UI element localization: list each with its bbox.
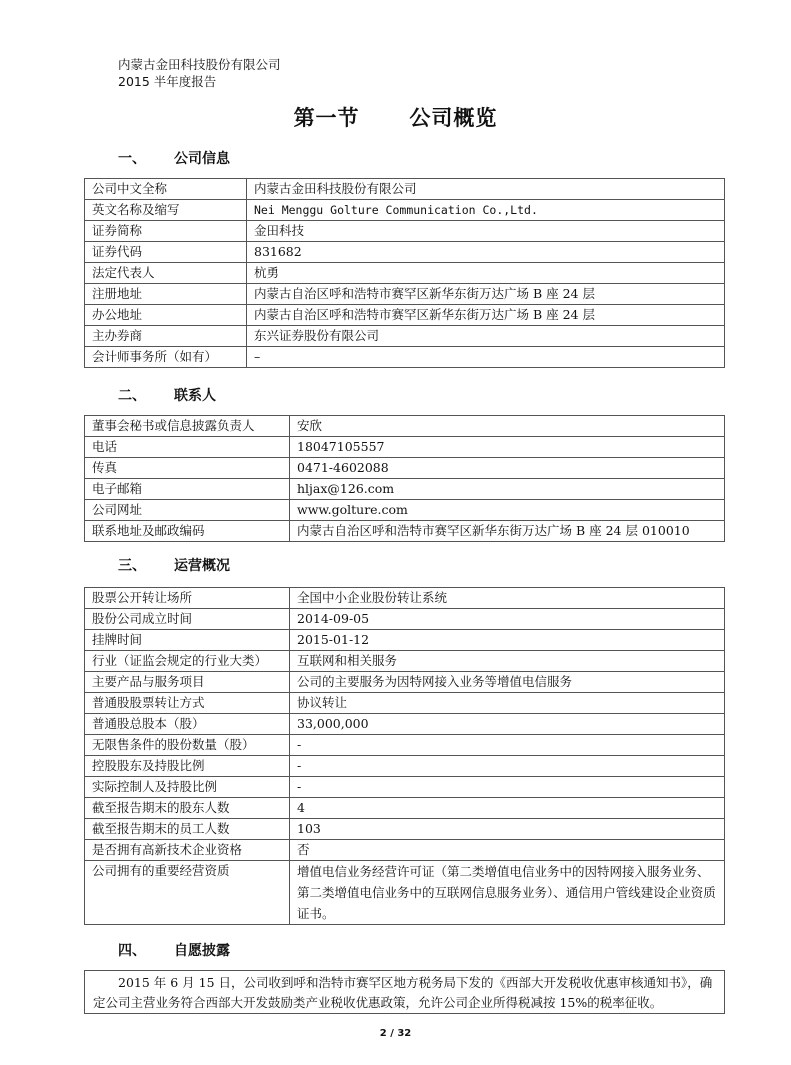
header-company-name: 内蒙古金田科技股份有限公司 — [118, 57, 281, 72]
row-value: Nei Menggu Golture Communication Co.,Ltd. — [247, 200, 725, 221]
row-value: 103 — [290, 819, 725, 840]
row-label: 股票公开转让场所 — [85, 588, 290, 609]
row-label: 实际控制人及持股比例 — [85, 777, 290, 798]
table-row — [85, 735, 725, 756]
section-heading-operations — [118, 557, 230, 575]
company-info-table — [84, 178, 725, 368]
table-row — [85, 798, 725, 819]
row-label: 股份公司成立时间 — [85, 609, 290, 630]
table-row — [85, 861, 725, 925]
table-row — [85, 326, 725, 347]
row-value: 东兴证券股份有限公司 — [247, 326, 725, 347]
row-value: 互联网和相关服务 — [290, 651, 725, 672]
table-row — [85, 179, 725, 200]
row-label: 普通股股票转让方式 — [85, 693, 290, 714]
row-label: 传真 — [85, 458, 290, 479]
row-value: 内蒙古金田科技股份有限公司 — [247, 179, 725, 200]
section-heading-contact — [118, 387, 216, 405]
document-header — [118, 56, 281, 90]
table-row — [85, 200, 725, 221]
table-row — [85, 458, 725, 479]
table-row — [85, 263, 725, 284]
row-value: 协议转让 — [290, 693, 725, 714]
row-label: 主办券商 — [85, 326, 247, 347]
row-label: 办公地址 — [85, 305, 247, 326]
row-label: 英文名称及缩写 — [85, 200, 247, 221]
row-label: 普通股总股本（股） — [85, 714, 290, 735]
header-report-title: 2015 半年度报告 — [118, 74, 217, 89]
row-value: 安欣 — [290, 416, 725, 437]
row-label: 控股股东及持股比例 — [85, 756, 290, 777]
row-value: – — [247, 347, 725, 368]
row-value: 0471-4602088 — [290, 458, 725, 479]
table-row — [85, 479, 725, 500]
row-value: 2015-01-12 — [290, 630, 725, 651]
row-value: 杭勇 — [247, 263, 725, 284]
row-label: 主要产品与服务项目 — [85, 672, 290, 693]
row-value: 金田科技 — [247, 221, 725, 242]
row-label: 是否拥有高新技术企业资格 — [85, 840, 290, 861]
row-value: - — [290, 777, 725, 798]
row-label: 公司拥有的重要经营资质 — [85, 861, 290, 925]
page-number: 2 / 32 — [379, 1028, 412, 1039]
row-label: 截至报告期末的股东人数 — [85, 798, 290, 819]
row-label: 会计师事务所（如有） — [85, 347, 247, 368]
row-value: - — [290, 756, 725, 777]
table-row — [85, 242, 725, 263]
row-label: 电子邮箱 — [85, 479, 290, 500]
website-value: www.golture.com — [290, 500, 725, 521]
section-number: 三、 — [118, 558, 146, 574]
table-row — [85, 630, 725, 651]
row-label: 挂牌时间 — [85, 630, 290, 651]
row-label: 电话 — [85, 437, 290, 458]
page-title: 第一节 公司概览 — [293, 106, 498, 130]
table-row — [85, 609, 725, 630]
table-row — [85, 284, 725, 305]
row-label: 公司中文全称 — [85, 179, 247, 200]
table-row — [85, 500, 725, 521]
operations-table — [84, 587, 725, 925]
table-row — [85, 416, 725, 437]
row-value: 18047105557 — [290, 437, 725, 458]
section-heading-disclosure — [118, 942, 230, 960]
row-value: 4 — [290, 798, 725, 819]
row-label: 注册地址 — [85, 284, 247, 305]
row-label: 证券代码 — [85, 242, 247, 263]
table-row — [85, 756, 725, 777]
section-number: 二、 — [118, 388, 146, 404]
row-label: 无限售条件的股份数量（股） — [85, 735, 290, 756]
row-value: - — [290, 735, 725, 756]
row-value: 增值电信业务经营许可证（第二类增值电信业务中的因特网接入服务业务、第二类增值电信业务中的互联网信息服务业务）、通信用户管线建设企业资质证书。 — [290, 861, 725, 925]
section-title: 运营概况 — [174, 558, 230, 574]
row-label: 截至报告期末的员工人数 — [85, 819, 290, 840]
row-label: 法定代表人 — [85, 263, 247, 284]
row-value: 公司的主要服务为因特网接入业务等增值电信服务 — [290, 672, 725, 693]
section-title: 自愿披露 — [174, 943, 230, 959]
row-value: 831682 — [247, 242, 725, 263]
table-row — [85, 672, 725, 693]
section-title: 联系人 — [174, 388, 216, 404]
table-row — [85, 840, 725, 861]
section-heading-company-info — [118, 150, 230, 168]
table-row — [85, 305, 725, 326]
table-row — [85, 437, 725, 458]
row-label: 行业（证监会规定的行业大类） — [85, 651, 290, 672]
row-label: 公司网址 — [85, 500, 290, 521]
email-value: hljax@126.com — [290, 479, 725, 500]
table-row — [85, 588, 725, 609]
row-value: 内蒙古自治区呼和浩特市赛罕区新华东街万达广场 B 座 24 层 010010 — [290, 521, 725, 542]
row-value: 全国中小企业股份转让系统 — [290, 588, 725, 609]
table-row — [85, 521, 725, 542]
table-row — [85, 651, 725, 672]
table-row — [85, 347, 725, 368]
table-row — [85, 693, 725, 714]
section-number: 四、 — [118, 943, 146, 959]
row-value: 内蒙古自治区呼和浩特市赛罕区新华东街万达广场 B 座 24 层 — [247, 284, 725, 305]
row-value: 2014-09-05 — [290, 609, 725, 630]
row-label: 证券简称 — [85, 221, 247, 242]
voluntary-disclosure-text: 2015 年 6 月 15 日，公司收到呼和浩特市赛罕区地方税务局下发的《西部大开发税收优惠审核通知书》，确定公司主营业务符合西部大开发鼓励类产业税收优惠政策，允许公司企业所得税减按 15%的税率征收。 — [84, 970, 725, 1014]
table-row — [85, 714, 725, 735]
row-value: 33,000,000 — [290, 714, 725, 735]
row-value: 否 — [290, 840, 725, 861]
table-row — [85, 221, 725, 242]
section-number: 一、 — [118, 151, 146, 167]
table-row — [85, 777, 725, 798]
contact-table — [84, 415, 725, 542]
row-label: 董事会秘书或信息披露负责人 — [85, 416, 290, 437]
table-row — [85, 819, 725, 840]
section-title: 公司信息 — [174, 151, 230, 167]
row-value: 内蒙古自治区呼和浩特市赛罕区新华东街万达广场 B 座 24 层 — [247, 305, 725, 326]
row-label: 联系地址及邮政编码 — [85, 521, 290, 542]
